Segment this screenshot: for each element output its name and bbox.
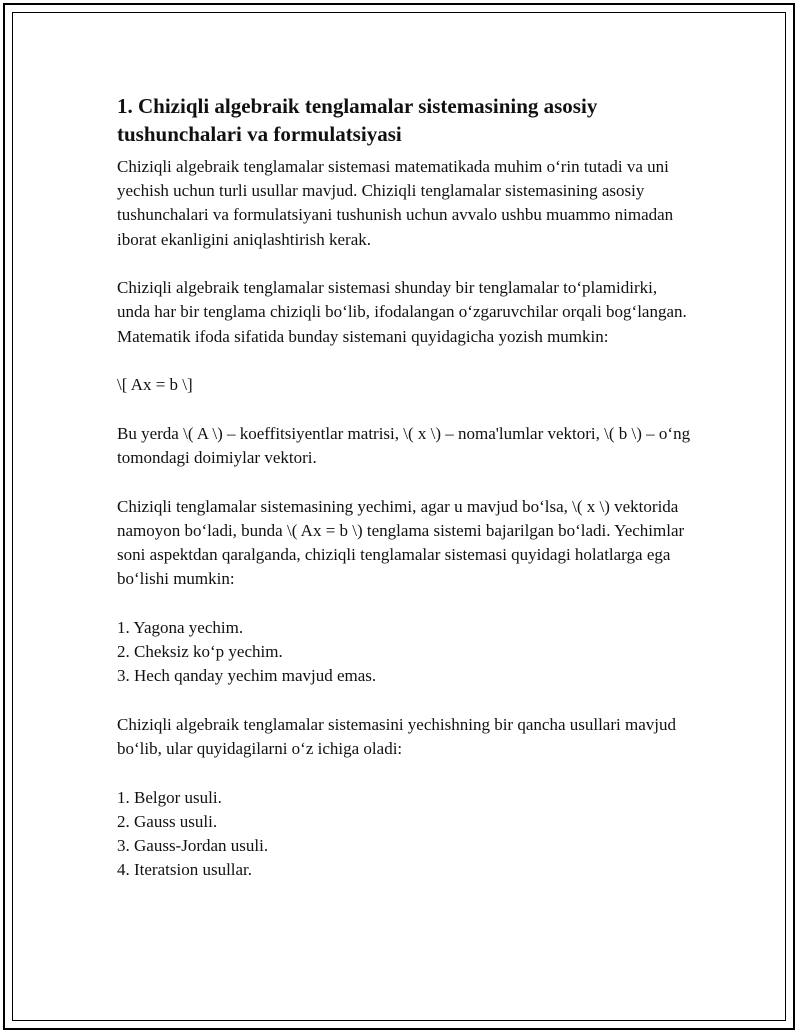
definition-paragraph: Chiziqli algebraik tenglamalar sistemasi shunday bir tenglamalar to‘plamidirki, unda har bir tenglama chiziqli bo‘lib, ifodalangan o‘zgaruvchilar orqali bog‘langan. Matematik ifoda sifatida bunday sistemani quyidagicha yozish mumkin: <box>117 278 687 346</box>
notation-paragraph: Bu yerda \( A \) – koeffitsiyentlar matrisi, \( x \) – noma'lumlar vektori, \( b \) – o‘ng tomondagi doimiylar vektori. <box>117 423 691 467</box>
list-item: 2. Gauss usuli. <box>117 811 218 831</box>
formula-line: \[ Ax = b \] <box>117 375 193 395</box>
list-item: 3. Gauss-Jordan usuli. <box>117 836 269 855</box>
document-title: 1. Chiziqli algebraik tenglamalar sistemasining asosiy tushunchalari va formulatsiyasi <box>117 94 598 146</box>
list-item: 2. Cheksiz ko‘p yechim. <box>117 642 283 661</box>
document-body <box>117 92 692 907</box>
list-item: 3. Hech qanday yechim mavjud emas. <box>117 666 377 686</box>
list-item: 4. Iteratsion usullar. <box>117 860 253 880</box>
solution-cases-list <box>117 616 692 689</box>
solution-paragraph: Chiziqli tenglamalar sistemasining yechimi, agar u mavjud bo‘lsa, \( x \) vektorida namoyon bo‘ladi, bunda \( Ax = b \) tenglama sistemi bajarilgan bo‘ladi. Yechimlar soni aspektdan qaralganda, chiziqli tenglamalar sistemasi quyidagi holatlarga ega bo‘lishi mumkin: <box>117 496 685 589</box>
list-item: 1. Belgor usuli. <box>117 787 222 807</box>
methods-list <box>117 786 692 883</box>
intro-paragraph: Chiziqli algebraik tenglamalar sistemasi matematikada muhim o‘rin tutadi va uni yechish uchun turli usullar mavjud. Chiziqli tenglamalar sistemasining asosiy tushunchalari va formulatsiyani tushunish uchun avvalo ushbu muammo nimadan iborat ekanligini aniqlashtirish kerak. <box>117 157 674 249</box>
list-item: 1. Yagona yechim. <box>117 617 244 637</box>
methods-paragraph: Chiziqli algebraik tenglamalar sistemasini yechishning bir qancha usullari mavjud bo‘lib, ular quyidagilarni o‘z ichiga oladi: <box>117 714 676 758</box>
